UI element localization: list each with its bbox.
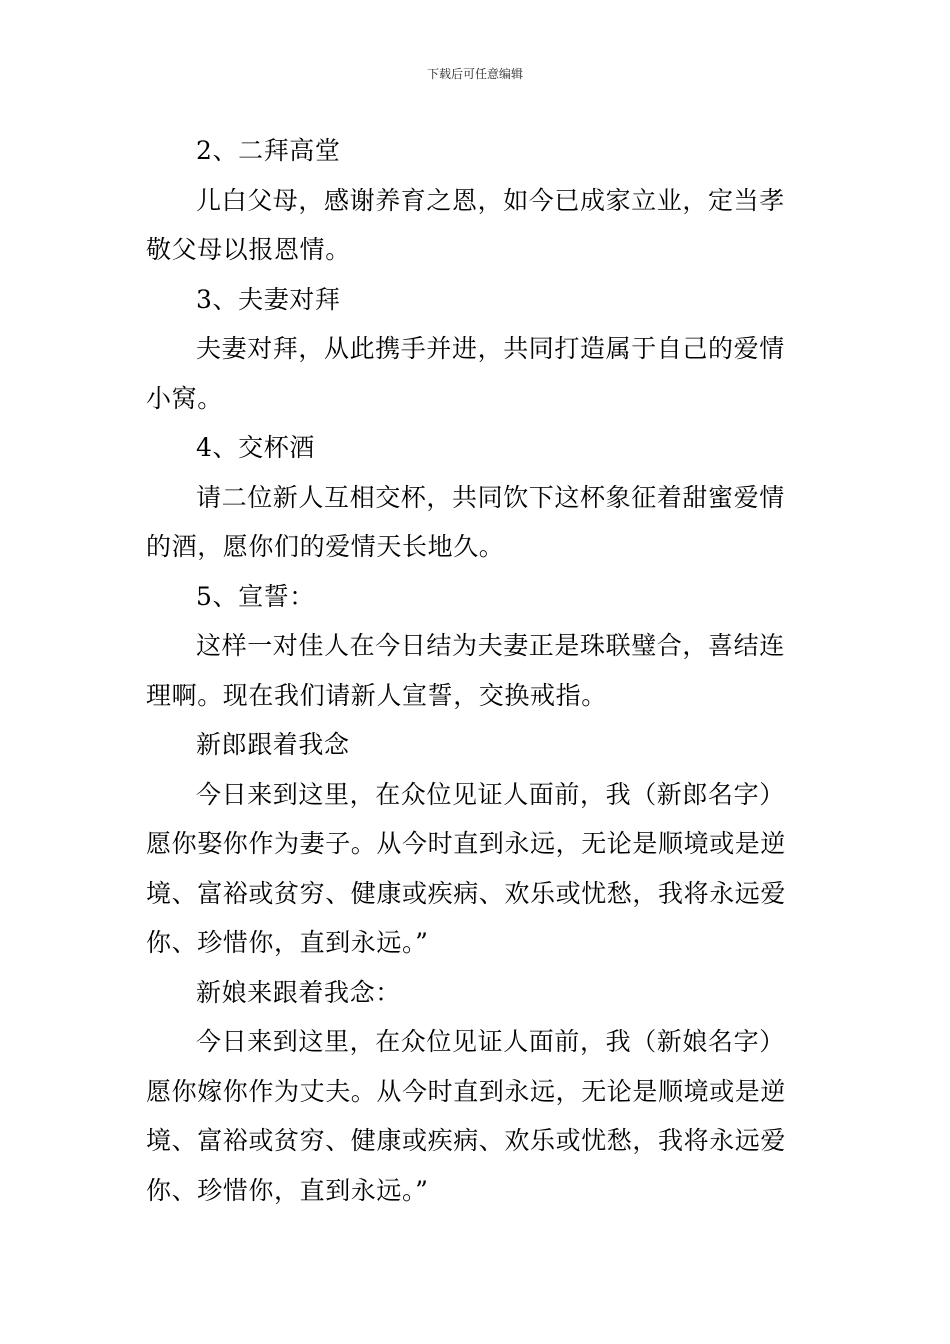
paragraph-wedding-toast: 请二位新人互相交杯，共同饮下这杯象征着甜蜜爱情的酒，愿你们的爱情天长地久。 (146, 482, 785, 561)
heading-wedding-toast: 4、交杯酒 (196, 433, 315, 462)
bride-repeat-prompt: 新娘来跟着我念： (196, 977, 401, 1007)
heading-couple-bow: 3、夫妻对拜 (196, 284, 341, 314)
paragraph-parents-gratitude: 儿白父母，感谢养育之恩，如今已成家立业，定当孝敬父母以报恩情。 (146, 185, 785, 264)
page-header: 下载后可任意编辑 (426, 67, 523, 81)
paragraph-couple-bow: 夫妻对拜，从此携手并进，共同打造属于自己的爱情小窝。 (146, 334, 785, 413)
document-body (146, 126, 808, 1215)
heading-second-bow: 2、二拜高堂 (196, 136, 341, 165)
groom-repeat-prompt: 新郎跟着我念 (196, 730, 350, 759)
groom-vow-text: 今日来到这里，在众位见证人面前，我（新郎名字）愿你娶你作为妻子。从今时直到永远，无论是顺境或是逆境、富裕或贫穷、健康或疾病、欢乐或忧愁，我将永远爱你、珍惜你，直到永远。” (146, 779, 787, 957)
bride-vow-text: 今日来到这里，在众位见证人面前，我（新娘名字）愿你嫁你作为丈夫。从今时直到永远，无论是顺境或是逆境、富裕或贫穷、健康或疾病、欢乐或忧愁，我将永远爱你、珍惜你，直到永远。” (146, 1027, 787, 1205)
heading-vows: 5、宣誓： (196, 581, 315, 611)
paragraph-vows-intro: 这样一对佳人在今日结为夫妻正是珠联璧合，喜结连理啊。现在我们请新人宣誓，交换戒指。 (146, 631, 785, 710)
